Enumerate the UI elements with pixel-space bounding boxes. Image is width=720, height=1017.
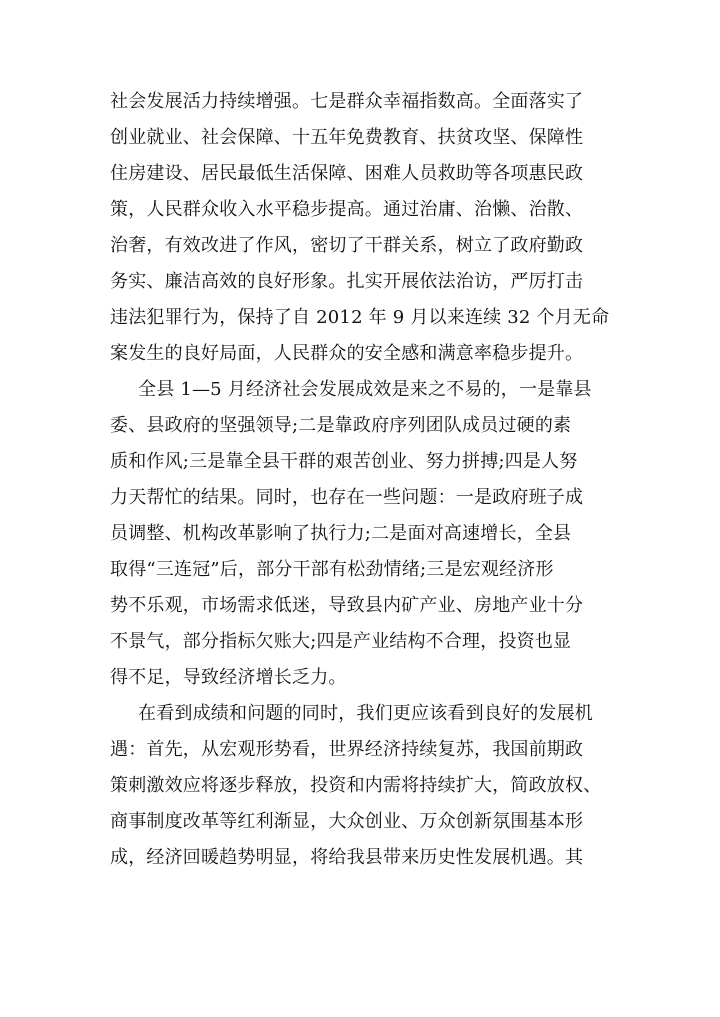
paragraph-1 [110,84,610,372]
text-line: 治奢，有效改进了作风，密切了干群关系，树立了政府勤政 [110,235,584,256]
text-line: 商事制度改革等红利渐显，大众创业、万众创新氛围基本形 [110,811,584,832]
text-line: 住房建设、居民最低生活保障、困难人员救助等各项惠民政 [110,163,584,184]
text-line: 势不乐观，市场需求低迷，导致县内矿产业、房地产业十分 [110,595,584,616]
text-line: 不景气，部分指标欠账大;四是产业结构不合理，投资也显 [110,631,572,652]
text-line: 案发生的良好局面，人民群众的安全感和满意率稳步提升。 [110,343,584,364]
text-line: 取得“三连冠”后，部分干部有松劲情绪;三是宏观经济形 [110,559,554,580]
text-line: 质和作风;三是靠全县干群的艰苦创业、努力拼搏;四是人努 [110,451,578,472]
paragraph-2 [110,372,610,696]
text-line: 力天帮忙的结果。同时，也存在一些问题：一是政府班子成 [110,487,584,508]
text-line: 社会发展活力持续增强。七是群众幸福指数高。全面落实了 [110,91,584,112]
text-line: 成，经济回暖趋势明显，将给我县带来历史性发展机遇。其 [110,847,584,868]
paragraph-3 [110,696,610,876]
text-line: 委、县政府的坚强领导;二是靠政府序列团队成员过硬的素 [110,415,572,436]
document-body [110,84,610,876]
text-line: 创业就业、社会保障、十五年免费教育、扶贫攻坚、保障性 [110,127,584,148]
text-line: 在看到成绩和问题的同时，我们更应该看到良好的发展机 [138,703,593,724]
text-line: 务实、廉洁高效的良好形象。扎实开展依法治访，严厉打击 [110,271,584,292]
text-line: 策，人民群众收入水平稳步提高。通过治庸、治懒、治散、 [110,199,584,220]
text-line: 员调整、机构改革影响了执行力;二是面对高速增长，全县 [110,523,572,544]
text-line: 策刺激效应将逐步释放，投资和内需将持续扩大，简政放权、 [110,775,602,796]
text-line: 遇：首先，从宏观形势看，世界经济持续复苏，我国前期政 [110,739,584,760]
text-line: 违法犯罪行为，保持了自 2012 年 9 月以来连续 32 个月无命 [110,307,610,328]
text-line: 全县 1—5 月经济社会发展成效是来之不易的，一是靠县 [138,379,592,400]
text-line: 得不足，导致经济增长乏力。 [110,667,347,688]
